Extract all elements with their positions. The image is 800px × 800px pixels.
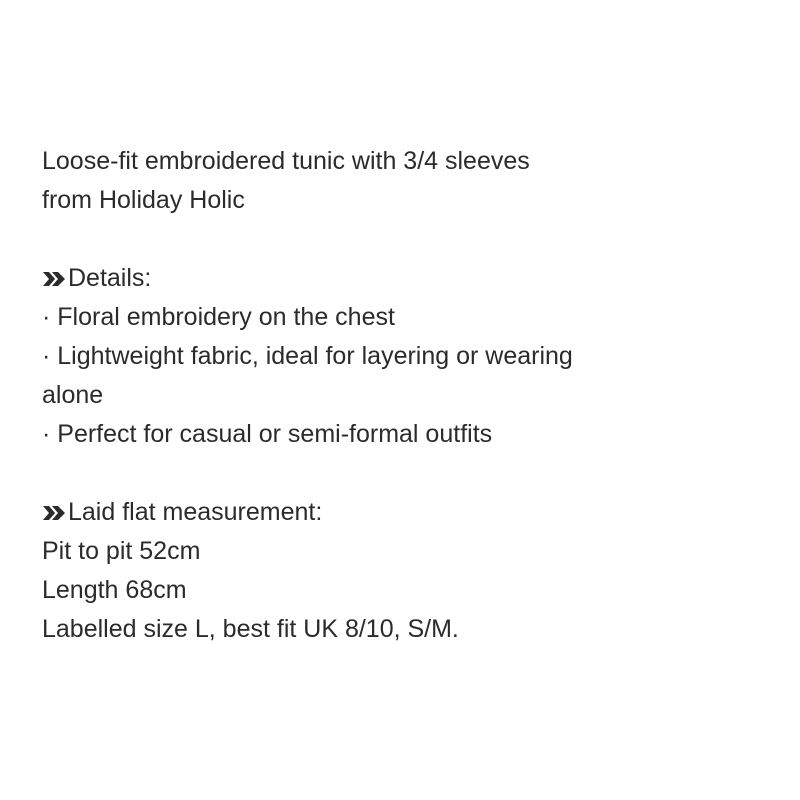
double-chevron-right-icon: [42, 272, 67, 286]
intro-line-2: from Holiday Holic: [42, 186, 245, 214]
details-item-fabric: · Lightweight fabric, ideal for layering or wearing: [42, 342, 573, 370]
details-item-embroidery: · Floral embroidery on the chest: [42, 303, 395, 331]
details-item-fabric-continued: alone: [42, 381, 104, 409]
product-description: [42, 142, 762, 649]
measurement-size: Labelled size L, best fit UK 8/10, S/M.: [42, 615, 459, 643]
measurements-heading: Laid flat measurement:: [68, 498, 323, 526]
spacer: [42, 220, 762, 259]
intro-line-1: Loose-fit embroidered tunic with 3/4 sleeves: [42, 147, 530, 175]
details-heading: Details:: [68, 264, 152, 292]
double-chevron-right-icon: [42, 506, 67, 520]
details-item-outfits: · Perfect for casual or semi-formal outfits: [42, 420, 493, 448]
measurement-length: Length 68cm: [42, 576, 187, 604]
details-heading-row: [42, 259, 762, 298]
measurements-heading-row: [42, 493, 762, 532]
spacer: [42, 454, 762, 493]
measurement-pit-to-pit: Pit to pit 52cm: [42, 537, 201, 565]
